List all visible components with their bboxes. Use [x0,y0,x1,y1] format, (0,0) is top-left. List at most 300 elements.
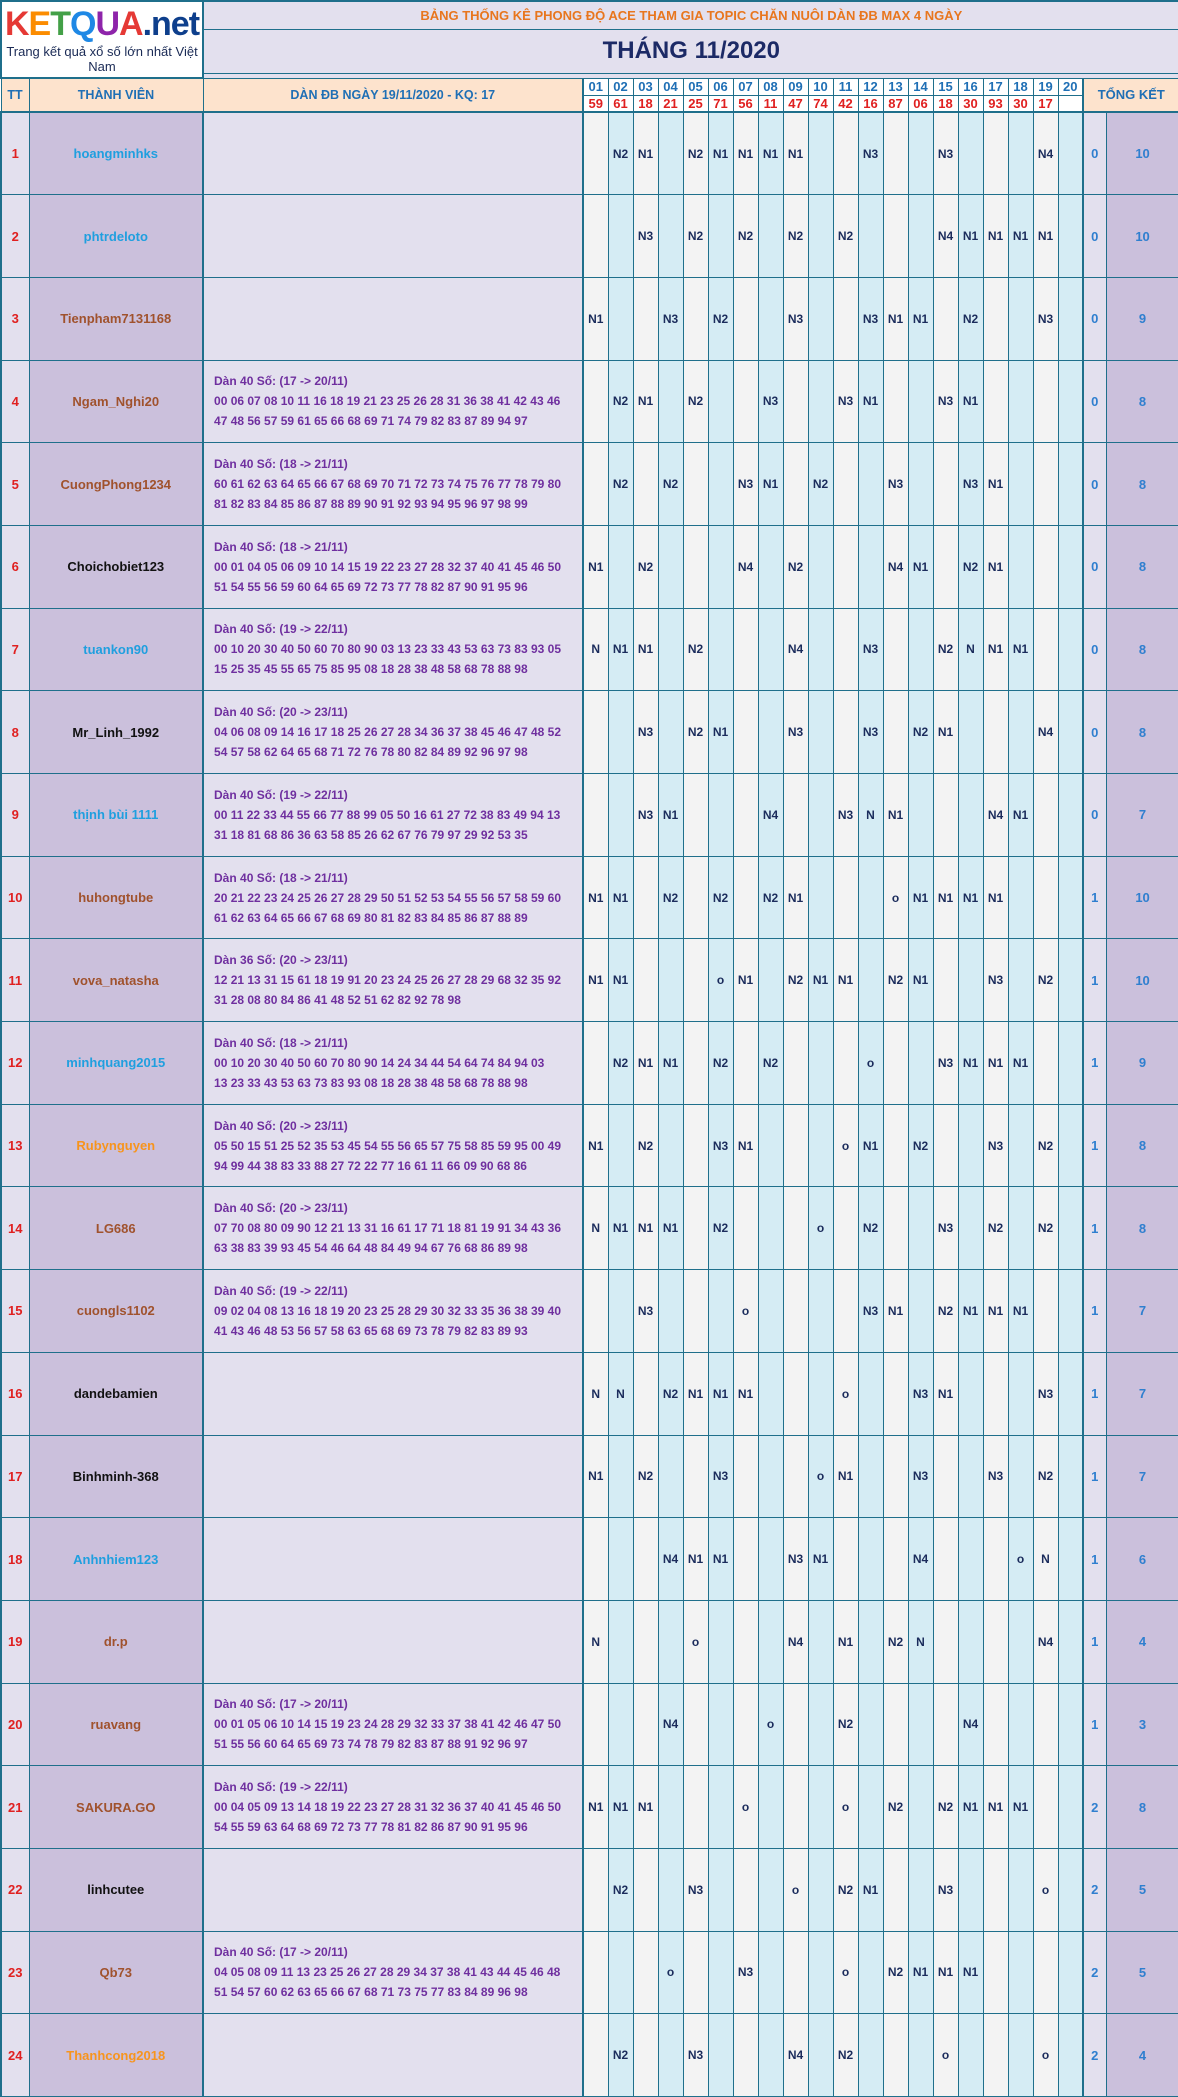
col-header-member: THÀNH VIÊN [29,78,203,112]
day-mark: N1 [983,856,1008,939]
day-mark: N1 [758,112,783,195]
day-mark [733,1435,758,1518]
day-mark: N1 [783,856,808,939]
day-mark [983,277,1008,360]
dan-line: Dàn 40 Số: (17 -> 20/11) [214,1945,348,1960]
day-mark [908,774,933,857]
day-mark: N4 [883,525,908,608]
day-header: 03 [633,78,658,95]
miss-count: 0 [1083,608,1106,691]
member-name[interactable]: Ngam_Nghi20 [29,360,203,443]
day-mark [1058,1270,1083,1353]
day-mark [858,1518,883,1601]
day-mark: N4 [1033,1600,1058,1683]
day-mark [1033,608,1058,691]
day-mark [783,1187,808,1270]
day-mark [683,1931,708,2014]
logo-letter: U [95,4,120,43]
day-mark [1058,856,1083,939]
total-score: 9 [1106,1022,1178,1105]
day-mark [1058,774,1083,857]
day-mark [983,112,1008,195]
member-name[interactable]: phtrdeloto [29,195,203,278]
day-mark [833,1187,858,1270]
dan-cell [203,1187,583,1270]
day-mark [583,774,608,857]
day-mark: N2 [633,1104,658,1187]
day-mark: N4 [958,1683,983,1766]
day-mark: N2 [708,856,733,939]
table-row [1,525,1178,608]
dan-cell [203,1848,583,1931]
member-name[interactable]: dandebamien [29,1352,203,1435]
day-mark: N1 [958,856,983,939]
day-mark [1058,1931,1083,2014]
day-mark [1033,1766,1058,1849]
day-mark [658,112,683,195]
day-mark: o [1033,2014,1058,2097]
day-mark [1033,525,1058,608]
day-mark [958,1435,983,1518]
day-mark [933,1518,958,1601]
table-row [1,1518,1178,1601]
day-mark: N1 [933,1352,958,1435]
day-mark [1058,525,1083,608]
day-header: 11 [833,78,858,95]
day-mark: N4 [908,1518,933,1601]
logo-letter: E [28,4,51,43]
day-mark [583,1022,608,1105]
day-mark [1033,1931,1058,2014]
miss-count: 1 [1083,1518,1106,1601]
day-mark [758,195,783,278]
result-value: 87 [883,95,908,112]
day-mark [808,1104,833,1187]
day-mark [758,1187,783,1270]
day-mark: N [858,774,883,857]
member-name[interactable]: LG686 [29,1187,203,1270]
member-name[interactable]: hoangminhks [29,112,203,195]
day-mark [1058,608,1083,691]
day-mark [1058,1352,1083,1435]
day-mark [683,939,708,1022]
day-mark [933,1104,958,1187]
day-mark: N2 [608,360,633,443]
day-mark: N1 [658,1187,683,1270]
day-header: 06 [708,78,733,95]
logo-wordmark [2,6,202,42]
day-mark [608,774,633,857]
day-mark [708,525,733,608]
day-mark [1033,856,1058,939]
row-number: 6 [1,525,29,608]
day-mark [633,277,658,360]
day-mark [733,277,758,360]
day-mark [1058,2014,1083,2097]
day-mark [883,360,908,443]
day-mark [808,1766,833,1849]
day-mark: N3 [858,277,883,360]
day-mark: N1 [858,360,883,443]
day-mark [1008,1104,1033,1187]
day-mark [1008,525,1033,608]
day-mark [733,774,758,857]
day-mark [833,691,858,774]
table-row [1,1766,1178,1849]
day-mark [783,1931,808,2014]
dan-line: 00 04 05 09 13 14 18 19 22 23 27 28 31 32 36 37 40 41 45 46 50 [214,1800,561,1815]
day-mark [808,1848,833,1931]
dan-cell [203,2014,583,2097]
day-mark [683,1683,708,1766]
row-number: 23 [1,1931,29,2014]
day-mark [708,1931,733,2014]
day-header: 01 [583,78,608,95]
day-mark: N4 [783,1600,808,1683]
member-name[interactable]: thịnh bùi 1111 [29,774,203,857]
day-mark: N1 [983,525,1008,608]
dan-line: 00 01 04 05 06 09 10 14 15 19 22 23 27 28 32 37 40 41 45 46 50 [214,559,561,574]
day-mark [1058,1104,1083,1187]
day-mark: N3 [658,277,683,360]
day-mark [1033,1022,1058,1105]
result-value: 17 [1033,95,1058,112]
day-mark: N3 [858,1270,883,1353]
member-name[interactable]: dr.p [29,1600,203,1683]
table-row [1,443,1178,526]
day-mark [908,1766,933,1849]
day-mark: N1 [583,525,608,608]
miss-count: 1 [1083,1683,1106,1766]
result-value: 30 [958,95,983,112]
day-mark [758,1600,783,1683]
day-mark: N2 [608,1022,633,1105]
day-mark: N1 [933,1931,958,2014]
day-mark [808,360,833,443]
day-mark: N2 [808,443,833,526]
day-mark [608,277,633,360]
day-mark: N2 [783,525,808,608]
day-mark [808,525,833,608]
day-mark: N1 [633,360,658,443]
day-mark [733,360,758,443]
day-mark [733,1848,758,1931]
dan-cell [203,1600,583,1683]
member-name[interactable]: Qb73 [29,1931,203,2014]
day-mark [983,1352,1008,1435]
day-mark: N3 [783,277,808,360]
day-mark [583,1518,608,1601]
row-number: 17 [1,1435,29,1518]
day-mark: N1 [808,1518,833,1601]
day-mark: N1 [733,112,758,195]
row-number: 1 [1,112,29,195]
member-name[interactable]: cuongls1102 [29,1270,203,1353]
day-mark: N1 [833,1435,858,1518]
day-mark: N [583,1600,608,1683]
dan-cell [203,1931,583,2014]
member-name[interactable]: vova_natasha [29,939,203,1022]
day-mark: N4 [1033,691,1058,774]
miss-count: 0 [1083,691,1106,774]
day-mark: N1 [958,360,983,443]
day-mark: N1 [983,443,1008,526]
day-mark [958,1187,983,1270]
total-score: 8 [1106,1187,1178,1270]
member-name[interactable]: Rubynguyen [29,1104,203,1187]
day-mark: N1 [658,1022,683,1105]
member-name[interactable]: ruavang [29,1683,203,1766]
table-row [1,1931,1178,2014]
day-mark [883,195,908,278]
day-mark [1058,939,1083,1022]
day-mark [683,1104,708,1187]
day-mark [858,1766,883,1849]
total-score: 10 [1106,939,1178,1022]
member-name[interactable]: Mr_Linh_1992 [29,691,203,774]
day-mark [758,691,783,774]
member-name[interactable]: Thanhcong2018 [29,2014,203,2097]
dan-line: 54 55 59 63 64 68 69 72 73 77 78 81 82 86 87 90 91 95 96 [214,1820,528,1835]
miss-count: 0 [1083,277,1106,360]
day-mark: N2 [883,1600,908,1683]
total-score: 8 [1106,1104,1178,1187]
day-mark [958,1104,983,1187]
day-mark: N1 [858,1848,883,1931]
day-mark: N1 [958,1022,983,1105]
dan-line: 81 82 83 84 85 86 87 88 89 90 91 92 93 94 95 96 97 98 99 [214,497,528,512]
day-mark [758,525,783,608]
day-mark [1033,1270,1058,1353]
member-name[interactable]: Choichobiet123 [29,525,203,608]
day-mark: o [808,1187,833,1270]
table-row [1,195,1178,278]
row-number: 18 [1,1518,29,1601]
day-mark [758,277,783,360]
miss-count: 0 [1083,443,1106,526]
day-header: 15 [933,78,958,95]
day-mark [933,1435,958,1518]
logo[interactable] [1,1,203,78]
day-mark [1008,691,1033,774]
dan-line: 09 02 04 08 13 16 18 19 20 23 25 28 29 30 32 33 35 36 38 39 40 [214,1303,561,1318]
dan-line: Dàn 40 Số: (20 -> 23/11) [214,1201,348,1216]
dan-line: Dàn 40 Số: (19 -> 22/11) [214,622,348,637]
dan-line: 61 62 63 64 65 66 67 68 69 80 81 82 83 84 85 86 87 88 89 [214,910,528,925]
day-mark [658,1766,683,1849]
dan-cell [203,856,583,939]
day-mark: N1 [1008,608,1033,691]
miss-count: 2 [1083,1931,1106,2014]
day-mark [583,1931,608,2014]
day-mark [908,1270,933,1353]
day-mark [908,1022,933,1105]
dan-line: 04 06 08 09 14 16 17 18 25 26 27 28 34 36 37 38 45 46 47 48 52 [214,725,561,740]
day-mark [608,691,633,774]
member-name[interactable]: Tienpham7131168 [29,277,203,360]
day-header: 14 [908,78,933,95]
member-name[interactable]: Anhnhiem123 [29,1518,203,1601]
day-mark [983,1683,1008,1766]
day-mark [783,774,808,857]
day-mark [808,856,833,939]
day-mark: N1 [983,1270,1008,1353]
day-mark [958,1352,983,1435]
day-mark: N1 [633,1766,658,1849]
day-mark: o [1033,1848,1058,1931]
day-mark [858,195,883,278]
day-mark: N1 [883,1270,908,1353]
day-mark [908,443,933,526]
day-mark [683,1766,708,1849]
dan-cell [203,608,583,691]
day-header: 04 [658,78,683,95]
day-mark [608,1683,633,1766]
day-mark: N1 [708,1352,733,1435]
day-mark: N3 [733,443,758,526]
miss-count: 0 [1083,360,1106,443]
logo-letter: K [4,4,29,43]
dan-cell [203,360,583,443]
day-mark: N3 [908,1352,933,1435]
day-mark [1058,1766,1083,1849]
day-mark [808,1683,833,1766]
dan-line: 54 57 58 62 64 65 68 71 72 76 78 80 82 84 89 92 96 97 98 [214,745,528,760]
day-mark: N1 [808,939,833,1022]
day-mark: o [808,1435,833,1518]
member-name[interactable]: SAKURA.GO [29,1766,203,1849]
day-mark: N1 [908,939,933,1022]
day-mark: N2 [983,1187,1008,1270]
row-number: 7 [1,608,29,691]
day-mark: o [833,1352,858,1435]
result-value: 25 [683,95,708,112]
day-mark [633,1931,658,2014]
day-mark: N1 [583,1766,608,1849]
day-mark [933,1683,958,1766]
day-mark: N1 [608,608,633,691]
day-mark [1008,939,1033,1022]
result-value: 42 [833,95,858,112]
day-header: 18 [1008,78,1033,95]
day-mark [783,1104,808,1187]
day-mark [1008,112,1033,195]
day-mark [633,1848,658,1931]
day-mark [958,1600,983,1683]
miss-count: 1 [1083,1270,1106,1353]
row-number: 13 [1,1104,29,1187]
day-mark [608,1600,633,1683]
day-mark [858,1435,883,1518]
day-mark [883,1518,908,1601]
day-mark [583,691,608,774]
day-mark [708,195,733,278]
day-mark [958,1848,983,1931]
day-mark: N1 [633,1187,658,1270]
day-mark: N4 [783,2014,808,2097]
day-mark: N4 [783,608,808,691]
row-number: 24 [1,2014,29,2097]
logo-letter: T [50,4,70,43]
day-mark [833,608,858,691]
day-mark [1058,1187,1083,1270]
day-mark: N3 [933,1848,958,1931]
logo-letter: Q [70,4,96,43]
day-mark: N3 [633,691,658,774]
row-number: 22 [1,1848,29,1931]
day-mark [583,360,608,443]
day-mark: N2 [683,691,708,774]
row-number: 15 [1,1270,29,1353]
day-mark [958,2014,983,2097]
day-mark: N1 [758,443,783,526]
day-mark: N4 [733,525,758,608]
day-mark [808,2014,833,2097]
day-mark [683,277,708,360]
row-number: 9 [1,774,29,857]
day-mark [933,443,958,526]
day-mark: N1 [983,1022,1008,1105]
member-name[interactable]: CuongPhong1234 [29,443,203,526]
day-mark [658,1600,683,1683]
total-score: 10 [1106,112,1178,195]
day-mark [633,1518,658,1601]
member-name[interactable]: minhquang2015 [29,1022,203,1105]
day-mark: N1 [908,277,933,360]
day-mark [1008,277,1033,360]
table-row [1,1187,1178,1270]
day-mark [658,195,683,278]
day-mark: N3 [683,2014,708,2097]
miss-count: 1 [1083,856,1106,939]
day-mark [883,1022,908,1105]
day-mark [933,525,958,608]
day-mark [608,1104,633,1187]
day-mark [683,1187,708,1270]
day-mark: N3 [983,1104,1008,1187]
table-row [1,112,1178,195]
result-value: 56 [733,95,758,112]
day-mark [658,1270,683,1353]
day-mark: N3 [708,1435,733,1518]
day-mark: N [958,608,983,691]
member-name[interactable]: tuankon90 [29,608,203,691]
day-mark [883,2014,908,2097]
dan-cell [203,277,583,360]
member-name[interactable]: linhcutee [29,1848,203,1931]
logo-brand [5,6,143,42]
day-mark: N [583,1187,608,1270]
day-mark: N3 [783,1518,808,1601]
col-header-total: TỔNG KẾT [1083,78,1178,112]
member-name[interactable]: Binhminh-368 [29,1435,203,1518]
day-mark: N3 [708,1104,733,1187]
miss-count: 0 [1083,195,1106,278]
day-mark: N1 [1008,195,1033,278]
day-mark [808,195,833,278]
day-mark: N1 [683,1352,708,1435]
day-mark [733,691,758,774]
day-mark: N2 [608,2014,633,2097]
miss-count: 1 [1083,1187,1106,1270]
day-mark [1058,360,1083,443]
day-header: 02 [608,78,633,95]
day-mark: N1 [733,1352,758,1435]
member-name[interactable]: huhongtube [29,856,203,939]
day-mark [733,2014,758,2097]
day-mark [833,1022,858,1105]
day-mark [808,774,833,857]
